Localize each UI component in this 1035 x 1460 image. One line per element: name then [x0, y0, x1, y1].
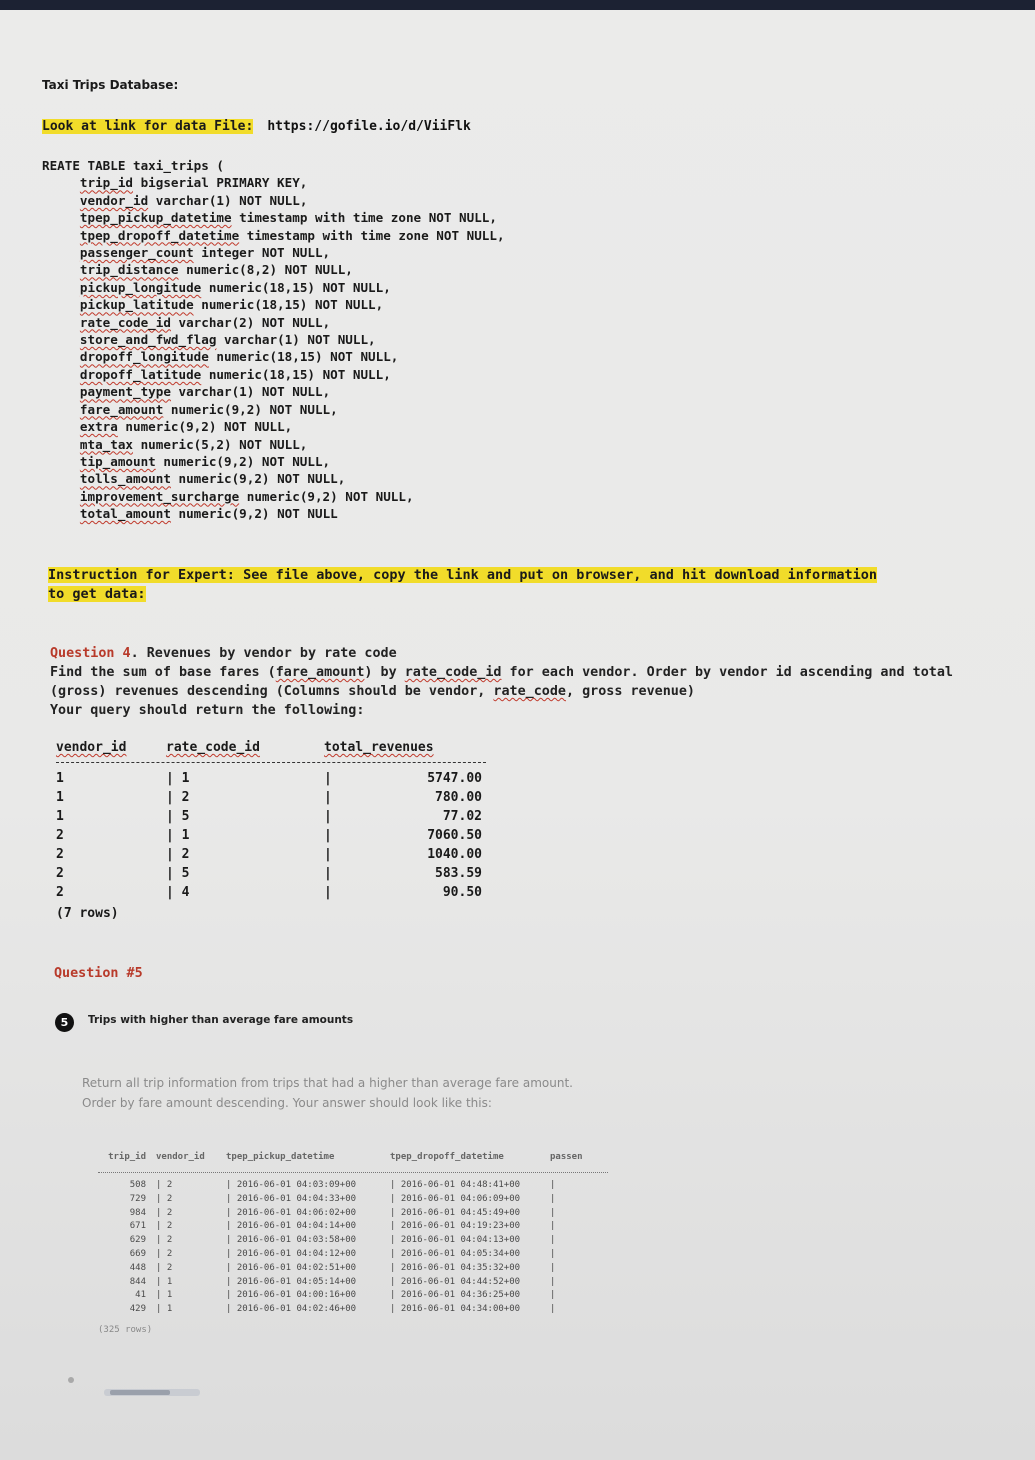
q5-result-cell: | 2016-06-01 04:34:00+00: [390, 1304, 521, 1315]
q5-result-cell: | 2016-06-01 04:48:41+00: [390, 1180, 521, 1190]
sql-column-def: numeric(9,2) NOT NULL,: [117, 419, 293, 435]
sql-column-def: varchar(1) NOT NULL,: [170, 384, 331, 400]
result-cell: 7060.50: [427, 828, 482, 843]
sql-column-name: dropoff_latitude: [79, 366, 202, 382]
result-cell: 90.50: [442, 885, 482, 900]
result-cell: |: [324, 809, 332, 824]
q5-result-row: [98, 1262, 610, 1276]
q5-desc-line-1: Return all trip information from trips that had a higher than average fare amount.: [82, 1076, 573, 1090]
sql-first-line: REATE TABLE taxi_trips (: [42, 158, 224, 173]
result-cell: | 2: [166, 790, 190, 805]
data-file-url[interactable]: https://gofile.io/d/ViiFlk: [267, 119, 471, 134]
q4-term-fare-amount: fare_amount: [275, 665, 365, 680]
question-4-title: . Revenues by vendor by rate code: [130, 646, 397, 661]
q5-result-cell: | 2016-06-01 04:04:33+00: [226, 1193, 357, 1204]
question-4-result-table: [56, 740, 486, 921]
q5-result-cell: | 2016-06-01 04:35:32+00: [390, 1262, 521, 1273]
q5-result-cell: | 2: [156, 1235, 173, 1246]
q5-result-cell: |: [550, 1180, 556, 1190]
q5-result-cell: | 2016-06-01 04:45:49+00: [390, 1207, 521, 1218]
top-bar: [0, 0, 1035, 10]
q5-result-cell: | 2: [156, 1248, 173, 1259]
q5-result-cell: | 1: [156, 1290, 173, 1301]
expert-instruction: [48, 566, 898, 604]
sql-line: [42, 419, 292, 434]
sql-column-def: timestamp with time zone NOT NULL,: [239, 227, 505, 243]
q5-result-cell: | 2: [156, 1262, 173, 1273]
result-cell: 1: [56, 809, 64, 824]
q5-result-row: [98, 1289, 610, 1303]
result-row: [56, 807, 486, 826]
sql-column-def: numeric(5,2) NOT NULL,: [133, 436, 308, 452]
result-row: [56, 845, 486, 864]
q5-result-cell: 448: [129, 1262, 146, 1273]
q5-result-cell: | 2016-06-01 04:02:46+00: [226, 1304, 357, 1315]
create-table-sql: [42, 157, 505, 523]
sql-line: [42, 437, 307, 452]
sql-line: [42, 349, 398, 364]
sql-line: [42, 384, 330, 399]
result-cell: |: [324, 771, 332, 786]
sql-column-def: numeric(18,15) NOT NULL,: [201, 366, 391, 382]
sql-column-name: mta_tax: [79, 436, 133, 452]
q5-result-rows: [98, 1179, 610, 1317]
q5-result-cell: 844: [129, 1276, 146, 1287]
sql-line: [42, 332, 376, 347]
result-cell: | 4: [166, 885, 190, 900]
sql-column-name: store_and_fwd_flag: [79, 332, 217, 348]
result-cell: 1: [56, 771, 64, 786]
q5-result-cell: | 2: [156, 1193, 173, 1204]
sql-column-def: numeric(9,2) NOT NULL,: [163, 401, 338, 417]
sql-column-name: passenger_count: [79, 245, 194, 261]
q4-body-part: Find the sum of base fares (: [50, 665, 276, 680]
question-4-label: Question 4: [50, 646, 131, 661]
question-5-title: Trips with higher than average fare amounts: [88, 1014, 354, 1026]
sql-line: [42, 193, 307, 208]
q5-result-row: [98, 1303, 610, 1317]
result-separator: [56, 762, 486, 763]
result-cell: | 1: [166, 771, 190, 786]
result-row: [56, 788, 486, 807]
sql-column-name: fare_amount: [79, 401, 164, 417]
q5-result-row: [98, 1207, 610, 1221]
sql-line: [42, 262, 353, 277]
page-title: Taxi Trips Database:: [42, 78, 179, 92]
result-cell: |: [324, 847, 332, 862]
sql-column-name: tip_amount: [79, 453, 156, 469]
col-vendor-id: vendor_id: [56, 740, 127, 755]
result-row: [56, 883, 486, 902]
q5-result-cell: | 2016-06-01 04:19:23+00: [390, 1221, 521, 1232]
sql-line: [42, 280, 391, 295]
sql-column-def: numeric(18,15) NOT NULL,: [208, 349, 399, 365]
q5-result-cell: 729: [129, 1193, 146, 1204]
result-row: [56, 826, 486, 845]
sql-line: [42, 367, 391, 382]
sql-column-name: trip_id: [79, 175, 133, 191]
sql-line: [42, 228, 505, 243]
sql-line: [42, 315, 330, 330]
q5-result-cell: | 2016-06-01 04:04:13+00: [390, 1235, 521, 1246]
q5-result-cell: | 2016-06-01 04:03:09+00: [226, 1180, 357, 1190]
sql-column-def: varchar(2) NOT NULL,: [170, 314, 331, 330]
q5-result-cell: | 1: [156, 1304, 173, 1315]
result-cell: 2: [56, 847, 64, 862]
q5-result-header: [98, 1152, 610, 1168]
result-header: [56, 740, 486, 760]
q5-desc-line-2: Order by fare amount descending. Your answer should look like this:: [82, 1096, 492, 1110]
question-4-result-intro: Your query should return the following:: [50, 703, 365, 718]
sql-column-name: rate_code_id: [79, 314, 171, 330]
q5-result-cell: | 2: [156, 1180, 173, 1190]
col-pickup-datetime: tpep_pickup_datetime: [226, 1152, 335, 1162]
result-rows: [56, 769, 486, 902]
result-cell: |: [324, 828, 332, 843]
q5-result-cell: |: [550, 1290, 556, 1301]
q5-row-count: (325 rows): [98, 1324, 153, 1335]
col-rate-code-id: rate_code_id: [166, 740, 260, 755]
q5-result-cell: |: [550, 1276, 556, 1287]
q5-result-cell: | 2016-06-01 04:06:09+00: [390, 1193, 521, 1204]
question-5-label: Question #5: [54, 966, 143, 981]
result-row: [56, 769, 486, 788]
q4-body-part: , gross revenue): [565, 684, 695, 699]
sql-column-def: varchar(1) NOT NULL,: [148, 192, 308, 208]
q5-result-cell: |: [550, 1304, 556, 1315]
q4-term-rate-code-id: rate_code_id: [404, 665, 502, 680]
result-row: [56, 864, 486, 883]
link-label: Look at link for data File:: [42, 119, 254, 134]
sql-column-name: payment_type: [79, 384, 171, 400]
q5-result-cell: | 2016-06-01 04:04:14+00: [226, 1221, 357, 1232]
result-cell: 77.02: [442, 809, 482, 824]
result-cell: |: [324, 885, 332, 900]
q5-result-cell: | 2016-06-01 04:04:12+00: [226, 1248, 357, 1259]
sql-line: [42, 245, 330, 260]
q5-result-separator: [98, 1172, 608, 1173]
col-dropoff-datetime: tpep_dropoff_datetime: [390, 1152, 504, 1162]
sql-column-name: total_amount: [79, 506, 171, 522]
q5-result-cell: | 2016-06-01 04:36:25+00: [390, 1290, 521, 1301]
q5-result-cell: 508: [129, 1180, 146, 1190]
result-cell: 2: [56, 828, 64, 843]
result-cell: | 1: [166, 828, 190, 843]
sql-column-def: integer NOT NULL,: [193, 245, 331, 261]
sql-column-name: trip_distance: [79, 262, 179, 278]
scrollbar-thumb[interactable]: [110, 1390, 170, 1395]
result-cell: 1040.00: [427, 847, 482, 862]
q4-body-part: ) by: [364, 665, 405, 680]
sql-column-def: numeric(9,2) NOT NULL,: [155, 453, 331, 469]
sql-line: [42, 175, 307, 190]
sql-column-def: numeric(18,15) NOT NULL,: [193, 297, 384, 313]
q5-result-row: [98, 1276, 610, 1290]
q5-result-cell: |: [550, 1193, 556, 1204]
q5-result-cell: 671: [129, 1221, 146, 1232]
q5-result-cell: | 2016-06-01 04:00:16+00: [226, 1290, 357, 1301]
q5-result-row: [98, 1234, 610, 1248]
result-cell: |: [324, 866, 332, 881]
result-cell: 2: [56, 885, 64, 900]
q5-result-cell: | 2016-06-01 04:05:34+00: [390, 1248, 521, 1259]
q5-result-cell: | 2016-06-01 04:03:58+00: [226, 1235, 357, 1246]
sql-line: [42, 471, 345, 486]
radio-dot: [68, 1377, 74, 1383]
result-cell: 1: [56, 790, 64, 805]
q5-result-cell: 629: [129, 1235, 146, 1246]
sql-column-name: dropoff_longitude: [79, 349, 209, 365]
q5-result-row: [98, 1220, 610, 1234]
sql-column-def: numeric(9,2) NOT NULL,: [170, 471, 346, 487]
question-4: [50, 644, 970, 720]
result-cell: | 2: [166, 847, 190, 862]
col-vendor-id: vendor_id: [156, 1152, 205, 1162]
q5-result-row: [98, 1179, 610, 1193]
q5-result-cell: | 2016-06-01 04:02:51+00: [226, 1262, 357, 1273]
sql-line: [42, 402, 338, 417]
q5-result-cell: 984: [129, 1207, 146, 1218]
result-cell: 5747.00: [427, 771, 482, 786]
question-4-heading: [50, 644, 970, 663]
col-total-revenues: total_revenues: [324, 740, 434, 755]
data-file-link-line: [42, 119, 471, 134]
horizontal-scrollbar[interactable]: [104, 1389, 200, 1396]
sql-line: [42, 489, 414, 504]
instruction-text: Instruction for Expert: See file above, copy the link and put on browser, and hit download information to get data:: [48, 567, 878, 602]
sql-line: [42, 506, 338, 521]
result-cell: | 5: [166, 866, 190, 881]
q5-result-cell: | 2: [156, 1221, 173, 1232]
q5-result-cell: 41: [135, 1290, 146, 1301]
q5-result-cell: 669: [129, 1248, 146, 1259]
result-cell: | 5: [166, 809, 190, 824]
sql-column-name: tolls_amount: [79, 471, 171, 487]
col-trip-id: trip_id: [108, 1152, 146, 1162]
q5-result-row: [98, 1248, 610, 1262]
sql-column-name: extra: [79, 419, 118, 435]
question-5-result-table: [98, 1152, 610, 1335]
q5-result-cell: |: [550, 1221, 556, 1232]
result-cell: 780.00: [435, 790, 482, 805]
sql-column-def: varchar(1) NOT NULL,: [216, 332, 376, 348]
sql-column-def: timestamp with time zone NOT NULL,: [231, 210, 497, 226]
q5-result-cell: | 2: [156, 1207, 173, 1218]
sql-column-name: improvement_surcharge: [79, 488, 240, 504]
q5-result-cell: | 2016-06-01 04:44:52+00: [390, 1276, 521, 1287]
col-passenger: passen: [550, 1152, 583, 1162]
sql-column-def: numeric(9,2) NOT NULL,: [239, 488, 414, 504]
sql-column-def: numeric(8,2) NOT NULL,: [178, 262, 353, 278]
sql-column-name: pickup_longitude: [79, 279, 202, 295]
q5-result-cell: 429: [129, 1304, 146, 1315]
q4-term-rate-code: rate_code: [493, 684, 566, 699]
q5-result-row: [98, 1193, 610, 1207]
sql-line: [42, 297, 383, 312]
sql-column-def: bigserial PRIMARY KEY,: [133, 175, 308, 191]
q5-result-cell: |: [550, 1207, 556, 1218]
sql-line: [42, 454, 330, 469]
sql-column-name: tpep_pickup_datetime: [79, 210, 232, 226]
sql-column-name: vendor_id: [79, 192, 149, 208]
q5-result-cell: | 2016-06-01 04:05:14+00: [226, 1276, 357, 1287]
sql-line: [42, 210, 497, 225]
sql-column-lines: [42, 175, 505, 521]
q5-result-cell: |: [550, 1262, 556, 1273]
sql-column-def: numeric(18,15) NOT NULL,: [201, 279, 391, 295]
sql-column-def: numeric(9,2) NOT NULL: [170, 506, 338, 522]
q5-result-cell: |: [550, 1235, 556, 1246]
question-4-body: [50, 663, 970, 701]
question-5-badge: 5: [55, 1013, 74, 1032]
result-cell: |: [324, 790, 332, 805]
q5-result-cell: | 1: [156, 1276, 173, 1287]
q5-result-cell: |: [550, 1248, 556, 1259]
q5-result-cell: | 2016-06-01 04:06:02+00: [226, 1207, 357, 1218]
result-cell: 583.59: [435, 866, 482, 881]
question-5-description: [82, 1073, 642, 1113]
q4-body-part: for each vendor. Order by vendor id ascending and total (gross) revenues descending (Columns should be vendor,: [50, 665, 953, 699]
result-cell: 2: [56, 866, 64, 881]
sql-column-name: tpep_dropoff_datetime: [79, 227, 240, 243]
row-count: (7 rows): [56, 906, 119, 921]
sql-column-name: pickup_latitude: [79, 297, 194, 313]
